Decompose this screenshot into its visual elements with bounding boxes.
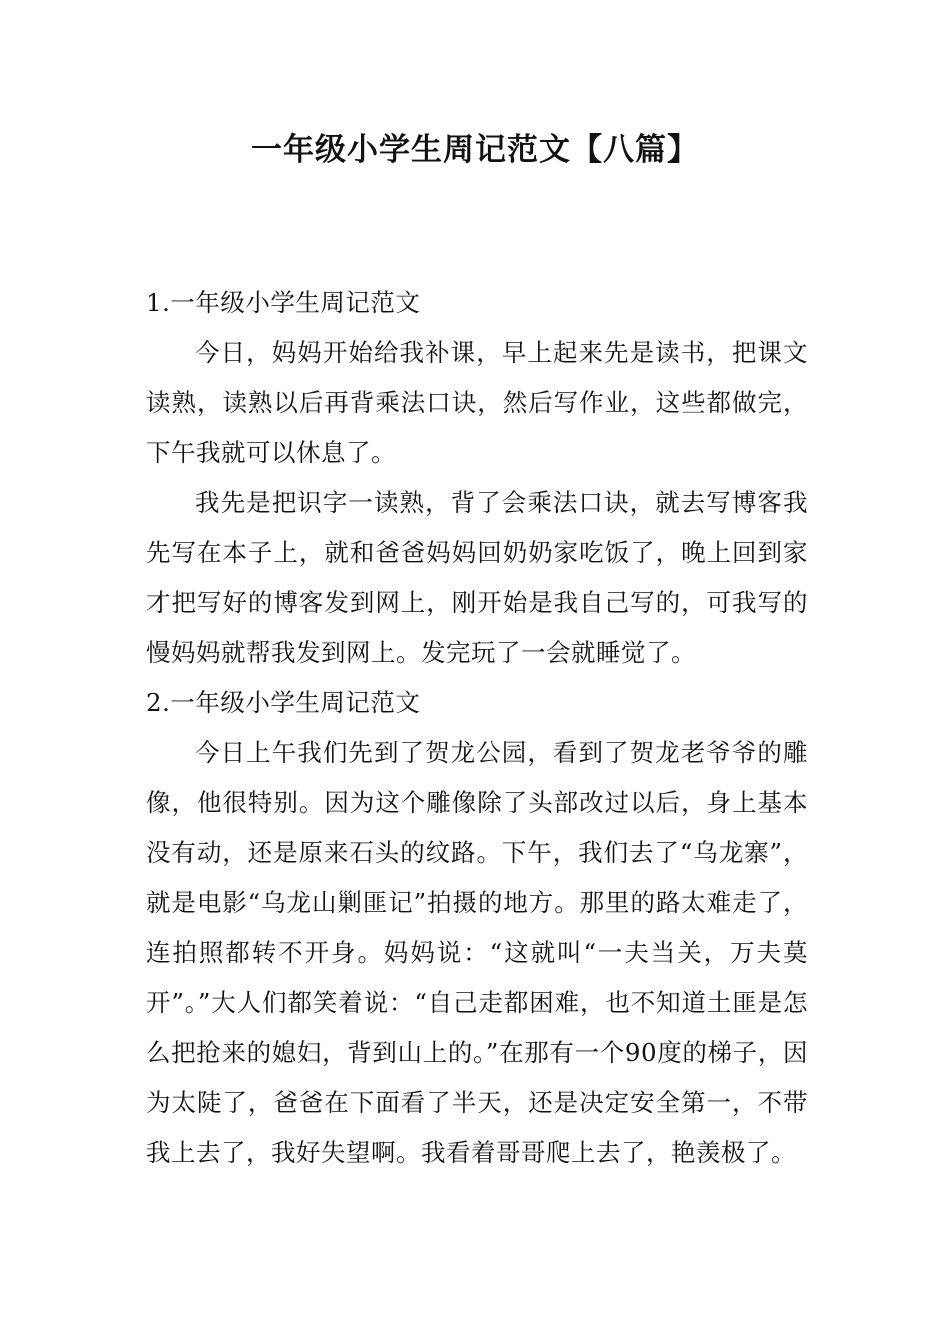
paragraph: 今日上午我们先到了贺龙公园，看到了贺龙老爷爷的雕像，他很特别。因为这个雕像除了头部改过以后，身上基本没有动，还是原来石头的纹路。下午，我们去了“乌龙寨”，就是电影“乌龙山剿匪记”拍摄的地方。那里的路太难走了，连拍照都转不开身。妈妈说：“这就叫“一夫当关，万夫莫开”。”大人们都笑着说：“自己走都困难，也不知道土匪是怎么把抢来的媳妇，背到山上的。”在那有一个90度的梯子，因为太陡了，爸爸在下面看了半天，还是决定安全第一，不带我上去了，我好失望啊。我看着哥哥爬上去了，艳羡极了。 [146, 738, 808, 1167]
section-heading: 2.一年级小学生周记范文 [146, 688, 421, 717]
section-heading: 1.一年级小学生周记范文 [146, 288, 421, 317]
section-1 [146, 278, 808, 678]
paragraph: 今日，妈妈开始给我补课，早上起来先是读书，把课文读熟，读熟以后再背乘法口诀，然后写作业，这些都做完，下午我就可以休息了。 [146, 338, 808, 467]
document-body [146, 278, 808, 1178]
section-2 [146, 678, 808, 1178]
document-title: 一年级小学生周记范文【八篇】 [251, 132, 699, 168]
paragraph: 我先是把识字一读熟，背了会乘法口诀，就去写博客我先写在本子上，就和爸爸妈妈回奶奶家吃饭了，晚上回到家才把写好的博客发到网上，刚开始是我自己写的，可我写的慢妈妈就帮我发到网上。发完玩了一会就睡觉了。 [146, 488, 808, 667]
